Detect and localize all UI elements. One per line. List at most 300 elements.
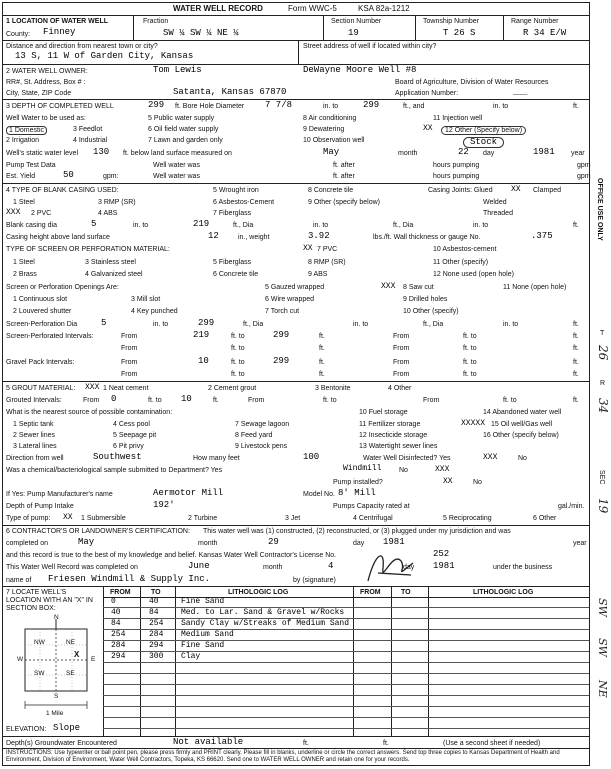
log-row-from: 40 — [111, 608, 121, 617]
opening-none: 11 None (open hole) — [503, 284, 567, 291]
from-label-2: From — [393, 333, 410, 340]
gravel-ft: ft. — [319, 359, 325, 366]
log-row-from: 84 — [111, 619, 121, 628]
opening-key: 4 Key punched — [131, 308, 178, 315]
opening-wire: 6 Wire wrapped — [265, 296, 315, 303]
board-label: Board of Agriculture, Division of Water Resources — [395, 79, 549, 86]
grouted-to-label: ft. to — [148, 397, 162, 404]
casing-steel: 1 Steel — [13, 199, 35, 206]
contam-septic: 1 Septic tank — [13, 421, 54, 428]
completed2-label: This Water Well Record was completed on — [6, 564, 138, 571]
log-row-to: 84 — [149, 608, 159, 617]
contam-label: What is the nearest source of possible contamination: — [6, 409, 173, 416]
ft-after: ft. after — [333, 162, 355, 169]
intake-value: 192' — [153, 500, 175, 510]
grout-cement: 2 Cement grout — [208, 385, 257, 392]
log-row-log: Med. to Lar. Sand & Gravel w/Rocks — [181, 608, 345, 617]
sample-no-mark: XXX — [435, 465, 450, 474]
screen-galvanized: 4 Galvanized steel — [85, 271, 143, 278]
gravel-to: 299 — [273, 356, 290, 366]
signature-scribble — [363, 543, 423, 588]
from-label-4: From — [393, 345, 410, 352]
distance-label: Distance and direction from nearest town or city? — [6, 43, 158, 50]
box-s: S — [54, 693, 59, 700]
blank-dia-label: Blank casing dia — [6, 222, 57, 229]
box-n: N — [54, 614, 59, 621]
weight-value: 3.92 — [308, 231, 330, 241]
opening-mark: XXX — [381, 282, 396, 291]
water-well-record-form — [2, 2, 590, 766]
completed-year-label: year — [573, 540, 587, 547]
screen-mark: XX — [303, 244, 313, 253]
in-to-label: in. to — [323, 103, 339, 110]
gravel-label: Gravel Pack Intervals: — [6, 359, 75, 366]
perf-to: 299 — [198, 318, 215, 328]
box-se: SE — [66, 670, 75, 677]
screen-fiberglass: 5 Fiberglass — [213, 259, 252, 266]
elevation-label: ELEVATION: — [6, 726, 47, 733]
yield-value: 50 — [63, 170, 74, 180]
use-label: Well Water to be used as: — [6, 115, 86, 122]
township-value: T 26 S — [443, 28, 476, 38]
hours-pumping: hours pumping — [433, 162, 480, 169]
contam-oil: 15 Oil well/Gas well — [491, 421, 553, 428]
grout-bentonite: 3 Bentonite — [315, 385, 351, 392]
range-value: R 34 E/W — [523, 28, 567, 38]
use-domestic: 1 Domestic — [6, 126, 47, 135]
completed2-day-label: day — [403, 564, 415, 571]
gravel-ft-4: ft. — [573, 371, 579, 378]
year-label: year — [571, 150, 585, 157]
pump-windmill: Windmill — [343, 464, 382, 473]
hours-pumping-2: hours pumping — [433, 173, 480, 180]
month-label: month — [398, 150, 418, 157]
pump-mfr: Aermotor Mill — [153, 488, 224, 498]
gw-ft-1: ft. — [303, 740, 309, 747]
contam-watertight: 13 Watertight sewer lines — [359, 443, 438, 450]
box-sw: SW — [34, 670, 45, 677]
log-header-lith-2: LITHOLOGIC LOG — [473, 589, 534, 596]
contam-seepage: 5 Seepage pit — [113, 432, 157, 439]
grouted-from-label: From — [83, 397, 100, 404]
log-row-to: 40 — [149, 597, 159, 606]
height-value: 12 — [208, 231, 219, 241]
model-value: 8' Mill — [338, 488, 376, 498]
direction-label: Direction from well — [6, 455, 64, 462]
log-row-to: 294 — [149, 641, 164, 650]
county-value: Finney — [43, 27, 76, 37]
ft-label-1: ft. — [319, 333, 325, 340]
log-row-to: 254 — [149, 619, 164, 628]
log-row-to: 284 — [149, 630, 164, 639]
blank-dia-to: 219 — [193, 219, 210, 229]
side-hand-3: NE — [596, 680, 609, 698]
static-text: ft. below land surface measured on — [123, 150, 232, 157]
box-ne: NE — [66, 639, 76, 646]
casing-rmp: 3 RMP (SR) — [98, 199, 136, 206]
gravel-from-label: From — [121, 359, 138, 366]
side-r-value: 34 — [596, 398, 610, 414]
contam-lagoon: 7 Sewage lagoon — [235, 421, 290, 428]
contam-fertilizer: 11 Fertilizer storage — [359, 421, 421, 428]
casing-mark: XXX — [6, 208, 21, 217]
fraction-label: Fraction — [143, 18, 169, 25]
use-irrigation: 2 Irrigation — [6, 137, 40, 144]
screen-abs: 9 ABS — [308, 271, 328, 278]
casing-pvc: 2 PVC — [31, 210, 52, 217]
type-pump-label: Type of pump: — [6, 515, 51, 522]
disinfect-value: XXX — [483, 453, 498, 462]
installed-mark: XX — [443, 477, 453, 486]
completed2-month: June — [188, 561, 210, 571]
completed2-month-label: month — [263, 564, 283, 571]
use-lawn: 7 Lawn and garden only — [148, 137, 223, 144]
log-row-log: Clay — [181, 652, 201, 661]
feet-value: 100 — [303, 452, 320, 462]
grout-neat: 1 Neat cement — [103, 385, 149, 392]
side-hand-2: SW — [596, 638, 609, 657]
log-header-to-2: TO — [401, 589, 411, 596]
day-label: day — [483, 150, 495, 157]
box-nw: NW — [34, 639, 45, 646]
box-mile: 1 Mile — [46, 710, 64, 717]
contam-privy: 6 Pit privy — [113, 443, 144, 450]
to-label-1: ft. to — [231, 333, 245, 340]
casing-wrought: 5 Wrought iron — [213, 187, 259, 194]
openings-label: Screen or Perforation Openings Are: — [6, 284, 119, 291]
contam-abandoned: 14 Abandoned water well — [483, 409, 562, 416]
use-injection: 11 Injection well — [433, 115, 483, 122]
opening-continuous: 1 Continuous slot — [13, 296, 68, 303]
disinfect-label: Water Well Disinfected? Yes — [363, 455, 451, 462]
completed-label: completed on — [6, 540, 49, 547]
ft-label-2: ft. — [573, 333, 579, 340]
installed-label: Pump installed? — [333, 479, 383, 486]
log-header-from-2: FROM — [360, 589, 381, 596]
range-label: Range Number — [511, 18, 559, 25]
static-year: 1981 — [533, 147, 555, 157]
weight-label: in., weight — [238, 234, 270, 241]
screen-label: TYPE OF SCREEN OR PERFORATION MATERIAL: — [6, 246, 170, 253]
yield-label: Est. Yield — [6, 173, 36, 180]
log-row-log: Sandy Clay w/Streaks of Medium Sand — [181, 619, 350, 628]
blank-ft: ft. — [573, 222, 579, 229]
contam-feed: 8 Feed yard — [235, 432, 273, 439]
casing-asbestos: 6 Asbestos-Cement — [213, 199, 275, 206]
locate-label: 7 LOCATE WELL'S LOCATION WITH AN "X" IN SECTION BOX: — [6, 589, 93, 613]
completed-month: May — [78, 537, 95, 547]
log-row-to: 300 — [149, 652, 164, 661]
use-other-mark: XX — [423, 124, 433, 133]
lbs-label: lbs./ft. Wall thickness or gauge No. — [373, 234, 481, 241]
bore-diameter: 7 7/8 — [265, 100, 293, 110]
static-label: Well's static water level — [6, 150, 79, 157]
ft-and-label: ft., and — [403, 103, 425, 110]
use-industrial: 4 Industrial — [73, 137, 108, 144]
pump-centrifugal: 4 Centrifugal — [353, 515, 393, 522]
log-row-from: 254 — [111, 630, 126, 639]
feet-label: How many feet — [193, 455, 240, 462]
side-r: R — [600, 380, 606, 387]
completed2-year: 1981 — [433, 561, 455, 571]
application-label: Application Number: — [395, 90, 459, 97]
to-label-3: ft. to — [231, 345, 245, 352]
opening-other: 10 Other (specify) — [403, 308, 459, 315]
gravel-to-label-4: ft. to — [463, 371, 477, 378]
screen-none: 12 None used (open hole) — [433, 271, 514, 278]
cert-text: This water well was (1) constructed, (2) reconstructed, or (3) plugged under my jurisdiction and was — [203, 528, 511, 535]
clamped-label: Clamped — [533, 187, 562, 194]
installed-no: No — [473, 479, 482, 486]
perf-ft-dia-2: ft., Dia — [423, 321, 444, 328]
grout-other: 4 Other — [388, 385, 412, 392]
log-row-log: Medium Sand — [181, 630, 234, 639]
casing-label: 4 TYPE OF BLANK CASING USED: — [6, 187, 119, 194]
name-of-label: name of — [6, 577, 32, 584]
use-observation: 10 Observation well — [303, 137, 365, 144]
gw-ft-2: ft. — [383, 740, 389, 747]
log-header-lith: LITHOLOGIC LOG — [228, 589, 289, 596]
gravel-to-label-3: ft. to — [231, 371, 245, 378]
log-row-log: Fine Sand — [181, 641, 225, 650]
opening-gauzed: 5 Gauzed wrapped — [265, 284, 325, 291]
perf-dia-label: Screen-Perforation Dia — [6, 321, 78, 328]
owner-well: DeWayne Moore Well #8 — [303, 65, 417, 75]
joints-label: Casing Joints: Glued — [428, 187, 493, 194]
side-t-value: 26 — [596, 345, 610, 361]
ft-after-2: ft. after — [333, 173, 355, 180]
bore-label: ft. Bore Hole Diameter — [175, 103, 245, 110]
to-label-4: ft. to — [463, 345, 477, 352]
gauge-value: .375 — [531, 231, 553, 241]
pump-turbine: 2 Turbine — [188, 515, 218, 522]
blank-in-to-2: in. to — [313, 222, 329, 229]
intake-label: Depth of Pump Intake — [6, 503, 74, 510]
log-header-to: TO — [151, 589, 161, 596]
grouted-to-label-3: ft. to — [503, 397, 517, 404]
use-feedlot: 3 Feedlot — [73, 126, 103, 133]
opening-louvered: 2 Louvered shutter — [13, 308, 72, 315]
from-label-1: From — [121, 333, 138, 340]
side-t: T — [600, 330, 605, 337]
use-other-value: Stock — [463, 137, 504, 148]
joints-mark: XX — [511, 185, 521, 194]
from-label-3: From — [121, 345, 138, 352]
opening-torch: 7 Torch cut — [265, 308, 300, 315]
gpm-label: gpm — [577, 162, 591, 169]
contam-mark: XXXXX — [461, 419, 486, 428]
depth-value: 299 — [148, 100, 165, 110]
casing-other: 9 Other (specify below) — [308, 199, 380, 206]
screen-steel: 1 Steel — [13, 259, 35, 266]
in-to-label-2: in. to — [493, 103, 509, 110]
business-name: Friesen Windmill & Supply Inc. — [48, 574, 211, 584]
grouted-from: 0 — [111, 394, 117, 404]
section-number-label: Section Number — [331, 18, 382, 25]
grout-label: 5 GROUT MATERIAL: — [6, 385, 76, 392]
city-label: City, State, ZIP Code — [6, 90, 72, 97]
screen-other: 11 Other (specify) — [433, 259, 489, 266]
perf-ft: ft. — [573, 321, 579, 328]
model-label: Model No. — [303, 491, 335, 498]
distance-value: 13 S, 11 W of Garden City, Kansas — [15, 51, 194, 61]
screen-pvc: 7 PVC — [317, 246, 338, 253]
gravel-from: 10 — [198, 356, 209, 366]
use-air: 8 Air conditioning — [303, 115, 357, 122]
gpm-label-2: gpm — [577, 173, 591, 180]
perf-dia: 5 — [101, 318, 107, 328]
sample-no: No — [399, 467, 408, 474]
interval-from: 219 — [193, 330, 210, 340]
direction-value: Southwest — [93, 452, 142, 462]
to-label-2: ft. to — [463, 333, 477, 340]
gravel-from-label-3: From — [121, 371, 138, 378]
perf-in-to-2: in. to — [353, 321, 369, 328]
contam-cess: 4 Cess pool — [113, 421, 150, 428]
casing-concrete: 8 Concrete tile — [308, 187, 354, 194]
signature-label: by (signature) — [293, 577, 336, 584]
threaded-label: Threaded — [483, 210, 513, 217]
grouted-label: Grouted Intervals: — [6, 397, 62, 404]
opening-drilled: 9 Drilled holes — [403, 296, 448, 303]
pump-submersible: 1 Submersible — [81, 515, 126, 522]
type-pump-mark: XX — [63, 513, 73, 522]
side-hand-1: SW — [596, 598, 609, 617]
address-label: RR#, St. Address, Box # : — [6, 79, 86, 86]
pump-other: 6 Other — [533, 515, 557, 522]
screen-brass: 2 Brass — [13, 271, 37, 278]
static-day: 22 — [458, 147, 469, 157]
gw-value: Not available — [173, 737, 244, 747]
blank-dia: 5 — [91, 219, 97, 229]
gravel-to-label-2: ft. to — [463, 359, 477, 366]
perf-in-to-3: in. to — [503, 321, 519, 328]
gravel-ft-2: ft. — [573, 359, 579, 366]
record-text: and this record is true to the best of my knowledge and belief. Kansas Water Well Contractor's License No. — [6, 552, 337, 559]
form-title: WATER WELL RECORD — [173, 4, 263, 13]
ft-label: ft. — [573, 103, 579, 110]
under-business: under the business — [493, 564, 553, 571]
log-row-log: Fine Sand — [181, 597, 225, 606]
side-sec: SEC — [598, 470, 605, 485]
completed-day-label: day — [353, 540, 365, 547]
second-sheet: (Use a second sheet if needed) — [443, 740, 541, 747]
yield-gpm: gpm: — [103, 173, 119, 180]
box-e: E — [91, 656, 96, 663]
interval-to: 299 — [273, 330, 290, 340]
grouted-from-label-2: From — [248, 397, 265, 404]
elevation-value: Slope — [53, 723, 81, 733]
blank-ft-dia: ft., Dia — [233, 222, 254, 229]
contam-fuel: 10 Fuel storage — [359, 409, 408, 416]
instructions: INSTRUCTIONS: Use typewriter or ball point pen, please press firmly and PRINT clearly. Please fill in blanks, underline or circle the correct answers. Send top three copies to Kansas Department of Health and Environment, Division of Environment, Water Well Contractors, Topeka, KS 66620. Send one to WATER WELL OWNER and retain one for your records. — [6, 750, 560, 763]
city-value: Satanta, Kansas 67870 — [173, 87, 287, 97]
blank-in-to-3: in. to — [473, 222, 489, 229]
gw-label: Depth(s) Groundwater Encountered — [6, 740, 117, 747]
depth-label: 3 DEPTH OF COMPLETED WELL — [6, 103, 114, 110]
sample-label: Was a chemical/bacteriological sample submitted to Department? Yes — [6, 467, 223, 474]
well-water-after-2: Well water was — [153, 173, 200, 180]
gravel-ft-3: ft. — [319, 371, 325, 378]
gravel-from-label-4: From — [393, 371, 410, 378]
intervals-label: Screen-Perforated Intervals: — [6, 333, 94, 340]
box-w: W — [17, 656, 24, 663]
fraction-value: SW ¼ SW ¼ NE ¼ — [163, 28, 239, 38]
well-water-after: Well water was — [153, 162, 200, 169]
log-row-from: 284 — [111, 641, 126, 650]
ft-label-3: ft. — [319, 345, 325, 352]
pump-mfr-label: If Yes: Pump Manufacturer's name — [6, 491, 113, 498]
opening-mill: 3 Mill slot — [131, 296, 161, 303]
grout-mark: XXX — [85, 383, 100, 392]
grouted-ft: ft. — [213, 397, 219, 404]
contam-livestock: 9 Livestock pens — [235, 443, 288, 450]
screen-concrete: 6 Concrete tile — [213, 271, 259, 278]
gal-label: gal./min. — [558, 503, 585, 510]
opening-saw: 8 Saw cut — [403, 284, 434, 291]
screen-asbestos: 10 Asbestos-cement — [433, 246, 497, 253]
gravel-to-label: ft. to — [231, 359, 245, 366]
form-number: Form WWC-5 — [288, 4, 337, 13]
owner-label: 2 WATER WELL OWNER: — [6, 68, 88, 75]
use-dewatering: 9 Dewatering — [303, 126, 345, 133]
log-row-from: 0 — [111, 597, 116, 606]
grouted-to-label-2: ft. to — [323, 397, 337, 404]
static-level: 130 — [93, 147, 110, 157]
height-label: Casing height above land surface — [6, 234, 110, 241]
grouted-ft-2: ft. — [573, 397, 579, 404]
county-label: County: — [6, 31, 31, 38]
pump-jet: 3 Jet — [285, 515, 301, 522]
log-header-from: FROM — [110, 589, 131, 596]
side-sec-value: 19 — [596, 498, 610, 514]
box-x-mark: X — [74, 650, 80, 659]
blank-ft-dia-2: ft., Dia — [393, 222, 414, 229]
contam-lateral: 3 Lateral lines — [13, 443, 57, 450]
perf-ft-dia: ft., Dia — [243, 321, 264, 328]
casing-abs: 4 ABS — [98, 210, 118, 217]
perf-in-to: in. to — [153, 321, 169, 328]
grouted-to: 10 — [181, 394, 192, 404]
completed-month-label: month — [198, 540, 218, 547]
owner-name: Tom Lewis — [153, 65, 202, 75]
welded-label: Welded — [483, 199, 507, 206]
application-value: ___ — [513, 88, 528, 97]
contam-sewer: 2 Sewer lines — [13, 432, 56, 439]
section-value: 19 — [348, 28, 359, 38]
township-label: Township Number — [423, 18, 480, 25]
capacity-label: Pumps Capacity rated at — [333, 503, 410, 510]
use-public: 5 Public water supply — [148, 115, 215, 122]
street-label: Street address of well if located within city? — [303, 43, 437, 50]
contam-insecticide: 12 Insecticide storage — [359, 432, 428, 439]
section-1-label: 1 LOCATION OF WATER WELL — [6, 18, 109, 25]
office-use: OFFICE USE ONLY — [596, 178, 603, 241]
use-other: 12 Other (Specify below) — [441, 126, 526, 135]
contam-other: 16 Other (specify below) — [483, 432, 559, 439]
gravel-from-label-2: From — [393, 359, 410, 366]
static-month: May — [323, 147, 340, 157]
use-oil-field: 6 Oil field water supply — [148, 126, 219, 133]
screen-stainless: 3 Stainless steel — [85, 259, 136, 266]
pump-reciprocating: 5 Reciprocating — [443, 515, 492, 522]
cert-label: 6 CONTRACTOR'S OR LANDOWNER'S CERTIFICATION: — [6, 528, 190, 535]
ft-label-4: ft. — [573, 345, 579, 352]
completed-day: 29 — [268, 537, 279, 547]
casing-fiberglass: 7 Fiberglass — [213, 210, 252, 217]
log-row-from: 294 — [111, 652, 126, 661]
grouted-from-label-3: From — [423, 397, 440, 404]
